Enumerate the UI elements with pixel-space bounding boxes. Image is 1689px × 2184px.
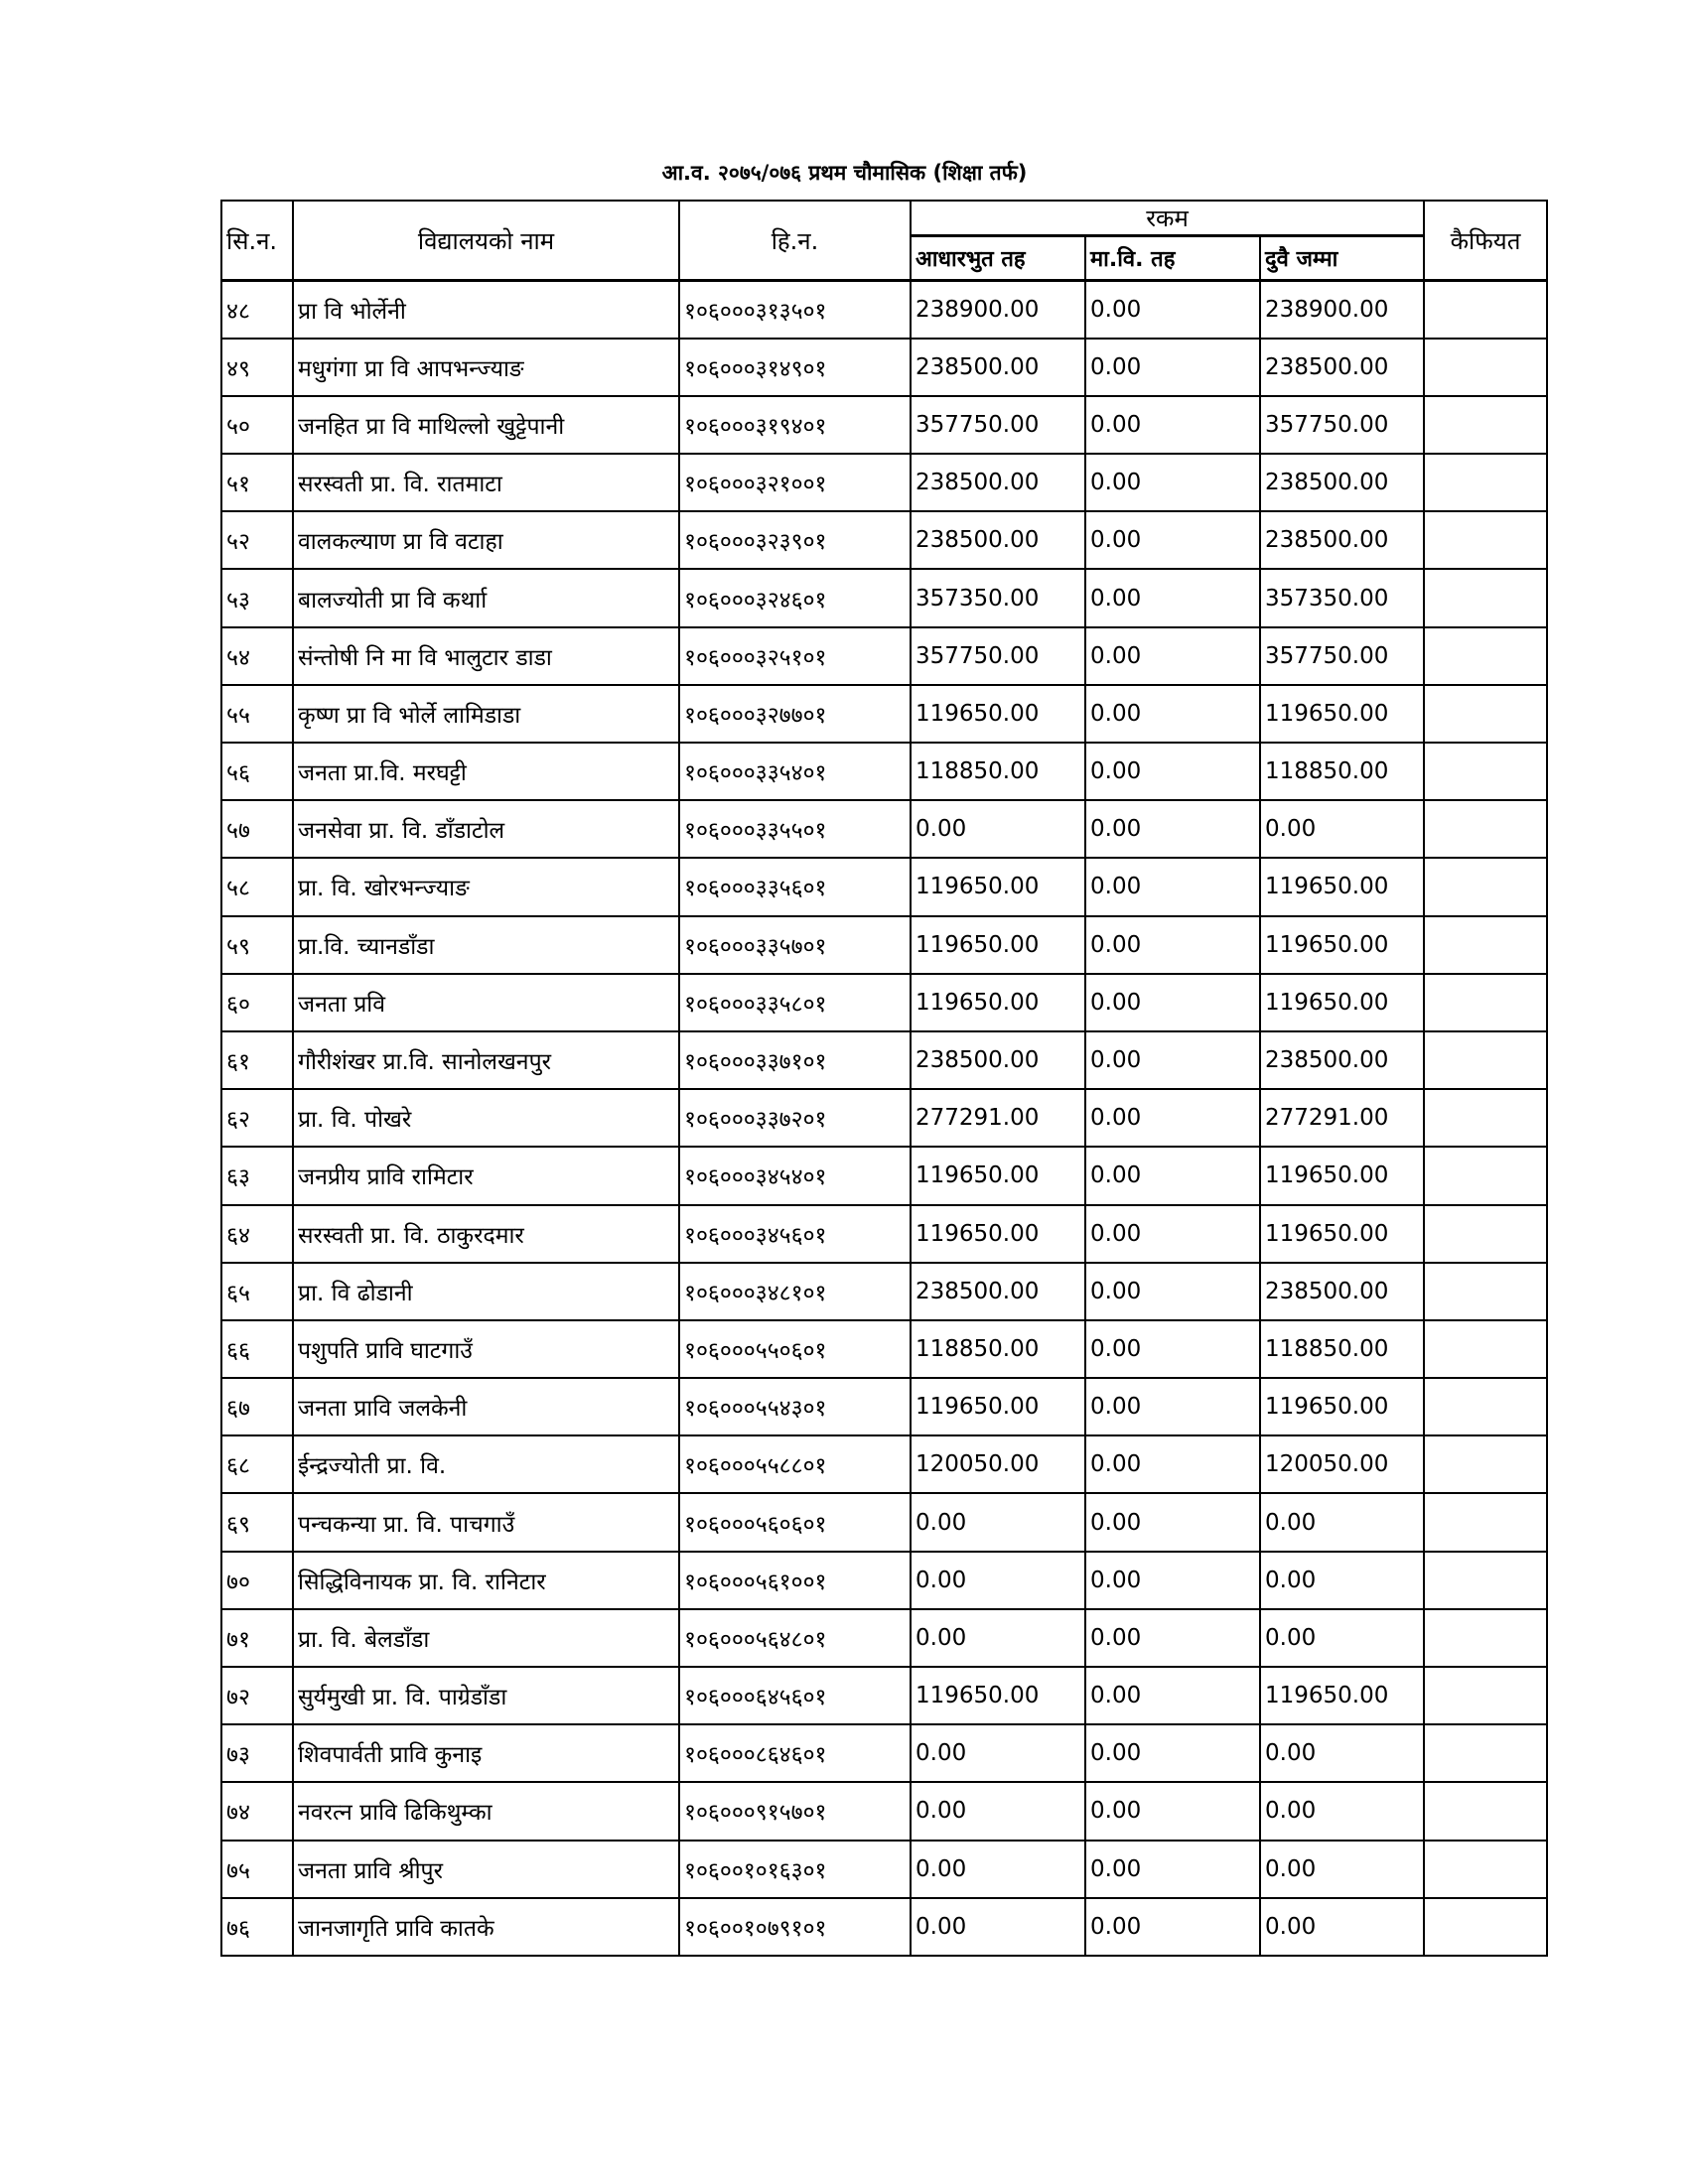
cell-school-name: संन्तोषी नि मा वि भालुटार डाडा (293, 627, 679, 685)
cell-code: १०६०००५५४३०१ (679, 1378, 911, 1435)
cell-total-amount: 119650.00 (1260, 974, 1424, 1031)
cell-school-name: प्रा वि भोर्लेनी (293, 281, 679, 339)
cell-total-amount: 0.00 (1260, 1493, 1424, 1551)
cell-total-amount: 120050.00 (1260, 1435, 1424, 1493)
cell-remarks (1424, 1898, 1547, 1956)
table-row (221, 569, 1547, 626)
cell-code: १०६०००५५०६०१ (679, 1320, 911, 1378)
cell-secondary-amount: 0.00 (1085, 627, 1260, 685)
cell-code: १०६०००३३५४०१ (679, 743, 911, 800)
cell-school-name: शिवपार्वती प्रावि कुनाइ (293, 1724, 679, 1782)
cell-code: १०६०००३३५७०१ (679, 916, 911, 974)
cell-secondary-amount: 0.00 (1085, 800, 1260, 858)
cell-school-name: वालकल्याण प्रा वि वटाहा (293, 511, 679, 569)
cell-code: १०६०००५६०६०१ (679, 1493, 911, 1551)
cell-total-amount: 0.00 (1260, 800, 1424, 858)
cell-school-name: प्रा. वि ढोडानी (293, 1263, 679, 1320)
table-row (221, 1609, 1547, 1667)
cell-secondary-amount: 0.00 (1085, 1493, 1260, 1551)
cell-code: १०६०००३२५१०१ (679, 627, 911, 685)
cell-total-amount: 277291.00 (1260, 1089, 1424, 1147)
table-row (221, 1089, 1547, 1147)
cell-total-amount: 0.00 (1260, 1841, 1424, 1898)
cell-remarks (1424, 511, 1547, 569)
cell-code: १०६०००३३७१०१ (679, 1031, 911, 1089)
cell-school-name: बालज्योती प्रा वि कर्थाा (293, 569, 679, 626)
table-row (221, 339, 1547, 396)
cell-school-name: प्रा. वि. बेलडाँडा (293, 1609, 679, 1667)
cell-total-amount: 119650.00 (1260, 1667, 1424, 1724)
cell-remarks (1424, 1667, 1547, 1724)
cell-secondary-amount: 0.00 (1085, 396, 1260, 454)
cell-school-name: जनहित प्रा वि माथिल्लो खुट्टेपानी (293, 396, 679, 454)
cell-total-amount: 0.00 (1260, 1782, 1424, 1840)
cell-sn: ७६ (221, 1898, 293, 1956)
cell-basic-amount: 357750.00 (911, 627, 1085, 685)
cell-total-amount: 119650.00 (1260, 1147, 1424, 1204)
cell-remarks (1424, 685, 1547, 743)
cell-basic-amount: 0.00 (911, 1493, 1085, 1551)
cell-sn: ६० (221, 974, 293, 1031)
cell-basic-amount: 119650.00 (911, 1378, 1085, 1435)
header-basic-level: आधारभुत तह (911, 236, 1085, 281)
cell-basic-amount: 119650.00 (911, 974, 1085, 1031)
cell-total-amount: 119650.00 (1260, 858, 1424, 915)
cell-total-amount: 0.00 (1260, 1552, 1424, 1609)
cell-code: १०६०००३२१००१ (679, 454, 911, 511)
table-row (221, 858, 1547, 915)
cell-total-amount: 238500.00 (1260, 339, 1424, 396)
cell-basic-amount: 238500.00 (911, 339, 1085, 396)
cell-total-amount: 238500.00 (1260, 1031, 1424, 1089)
cell-secondary-amount: 0.00 (1085, 685, 1260, 743)
cell-sn: ६५ (221, 1263, 293, 1320)
cell-secondary-amount: 0.00 (1085, 1205, 1260, 1263)
table-row (221, 1147, 1547, 1204)
cell-basic-amount: 119650.00 (911, 1667, 1085, 1724)
cell-remarks (1424, 454, 1547, 511)
cell-basic-amount: 0.00 (911, 1552, 1085, 1609)
cell-secondary-amount: 0.00 (1085, 1378, 1260, 1435)
cell-remarks (1424, 1320, 1547, 1378)
cell-code: १०६०००३४५४०१ (679, 1147, 911, 1204)
cell-basic-amount: 277291.00 (911, 1089, 1085, 1147)
cell-total-amount: 118850.00 (1260, 1320, 1424, 1378)
cell-secondary-amount: 0.00 (1085, 339, 1260, 396)
table-row (221, 454, 1547, 511)
table-row (221, 1435, 1547, 1493)
cell-school-name: जानजागृति प्रावि कातके (293, 1898, 679, 1956)
table-body (221, 281, 1547, 1956)
header-secondary-level: मा.वि. तह (1085, 236, 1260, 281)
cell-basic-amount: 238900.00 (911, 281, 1085, 339)
cell-school-name: प्रा. वि. खोरभन्ज्याङ (293, 858, 679, 915)
cell-secondary-amount: 0.00 (1085, 1089, 1260, 1147)
cell-secondary-amount: 0.00 (1085, 454, 1260, 511)
cell-school-name: जनता प्रवि (293, 974, 679, 1031)
cell-remarks (1424, 627, 1547, 685)
cell-school-name: जनता प्रावि जलकेनी (293, 1378, 679, 1435)
cell-basic-amount: 0.00 (911, 1898, 1085, 1956)
cell-code: १०६००१०७९१०१ (679, 1898, 911, 1956)
cell-remarks (1424, 1089, 1547, 1147)
table-row (221, 1205, 1547, 1263)
cell-basic-amount: 118850.00 (911, 743, 1085, 800)
cell-sn: ७२ (221, 1667, 293, 1724)
cell-sn: ५३ (221, 569, 293, 626)
cell-secondary-amount: 0.00 (1085, 858, 1260, 915)
cell-remarks (1424, 1724, 1547, 1782)
cell-remarks (1424, 800, 1547, 858)
cell-sn: ५८ (221, 858, 293, 915)
cell-total-amount: 0.00 (1260, 1724, 1424, 1782)
cell-secondary-amount: 0.00 (1085, 1841, 1260, 1898)
cell-basic-amount: 118850.00 (911, 1320, 1085, 1378)
cell-basic-amount: 238500.00 (911, 511, 1085, 569)
cell-school-name: पशुपति प्रावि घाटगाउँ (293, 1320, 679, 1378)
cell-total-amount: 119650.00 (1260, 685, 1424, 743)
cell-school-name: जनता प्रावि श्रीपुर (293, 1841, 679, 1898)
cell-secondary-amount: 0.00 (1085, 1667, 1260, 1724)
cell-school-name: सरस्वती प्रा. वि. ठाकुरदमार (293, 1205, 679, 1263)
cell-sn: ५६ (221, 743, 293, 800)
cell-basic-amount: 119650.00 (911, 916, 1085, 974)
cell-basic-amount: 0.00 (911, 1782, 1085, 1840)
cell-sn: ५५ (221, 685, 293, 743)
cell-sn: ५१ (221, 454, 293, 511)
cell-code: १०६०००३४८१०१ (679, 1263, 911, 1320)
cell-sn: ५४ (221, 627, 293, 685)
cell-remarks (1424, 743, 1547, 800)
cell-secondary-amount: 0.00 (1085, 1898, 1260, 1956)
cell-sn: ५२ (221, 511, 293, 569)
cell-remarks (1424, 1782, 1547, 1840)
cell-sn: ६६ (221, 1320, 293, 1378)
cell-sn: ५९ (221, 916, 293, 974)
cell-code: १०६०००५५८८०१ (679, 1435, 911, 1493)
table-row (221, 396, 1547, 454)
table-header (221, 201, 1547, 281)
cell-sn: ४८ (221, 281, 293, 339)
table-row (221, 1898, 1547, 1956)
table-row (221, 974, 1547, 1031)
cell-sn: ७१ (221, 1609, 293, 1667)
table-row (221, 743, 1547, 800)
cell-basic-amount: 357350.00 (911, 569, 1085, 626)
table-row (221, 1552, 1547, 1609)
cell-school-name: नवरत्न प्रावि ढिकिथुम्का (293, 1782, 679, 1840)
cell-remarks (1424, 569, 1547, 626)
cell-total-amount: 357750.00 (1260, 627, 1424, 685)
header-amount: रकम (911, 201, 1424, 236)
cell-remarks (1424, 1552, 1547, 1609)
cell-secondary-amount: 0.00 (1085, 1320, 1260, 1378)
cell-secondary-amount: 0.00 (1085, 1782, 1260, 1840)
cell-basic-amount: 0.00 (911, 800, 1085, 858)
table-row (221, 1263, 1547, 1320)
header-school-name: विद्यालयको नाम (293, 201, 679, 281)
cell-total-amount: 238900.00 (1260, 281, 1424, 339)
table-row (221, 1667, 1547, 1724)
school-grant-table (220, 200, 1548, 1957)
cell-code: १०६०००५६४८०१ (679, 1609, 911, 1667)
cell-basic-amount: 119650.00 (911, 1147, 1085, 1204)
cell-secondary-amount: 0.00 (1085, 1552, 1260, 1609)
cell-school-name: सुर्यमुखी प्रा. वि. पाग्रेडाँडा (293, 1667, 679, 1724)
table-row (221, 916, 1547, 974)
cell-school-name: कृष्ण प्रा वि भोर्ले लामिडाडा (293, 685, 679, 743)
cell-sn: ७३ (221, 1724, 293, 1782)
cell-remarks (1424, 1609, 1547, 1667)
cell-code: १०६०००३३५८०१ (679, 974, 911, 1031)
cell-total-amount: 0.00 (1260, 1609, 1424, 1667)
cell-sn: ६१ (221, 1031, 293, 1089)
cell-secondary-amount: 0.00 (1085, 569, 1260, 626)
cell-school-name: पन्चकन्या प्रा. वि. पाचगाउँ (293, 1493, 679, 1551)
cell-code: १०६०००५६१००१ (679, 1552, 911, 1609)
cell-remarks (1424, 339, 1547, 396)
cell-basic-amount: 0.00 (911, 1841, 1085, 1898)
cell-sn: ६३ (221, 1147, 293, 1204)
cell-total-amount: 238500.00 (1260, 511, 1424, 569)
header-sn: सि.न. (221, 201, 293, 281)
cell-code: १०६०००३२७७०१ (679, 685, 911, 743)
cell-remarks (1424, 1493, 1547, 1551)
cell-secondary-amount: 0.00 (1085, 1031, 1260, 1089)
document-title: आ.व. २०७५/०७६ प्रथम चौमासिक (शिक्षा तर्फ) (661, 161, 1028, 185)
cell-basic-amount: 238500.00 (911, 1031, 1085, 1089)
cell-code: १०६०००६४५६०१ (679, 1667, 911, 1724)
header-total: दुवै जम्मा (1260, 236, 1424, 281)
cell-sn: ६९ (221, 1493, 293, 1551)
cell-remarks (1424, 396, 1547, 454)
cell-sn: ६८ (221, 1435, 293, 1493)
cell-secondary-amount: 0.00 (1085, 511, 1260, 569)
cell-total-amount: 357750.00 (1260, 396, 1424, 454)
cell-school-name: जनता प्रा.वि. मरघट्टी (293, 743, 679, 800)
cell-sn: ५७ (221, 800, 293, 858)
cell-school-name: गौरीशंखर प्रा.वि. सानोलखनपुर (293, 1031, 679, 1089)
cell-sn: ७० (221, 1552, 293, 1609)
cell-basic-amount: 238500.00 (911, 1263, 1085, 1320)
cell-secondary-amount: 0.00 (1085, 916, 1260, 974)
cell-basic-amount: 119650.00 (911, 685, 1085, 743)
cell-code: १०६०००८६४६०१ (679, 1724, 911, 1782)
cell-secondary-amount: 0.00 (1085, 281, 1260, 339)
cell-remarks (1424, 974, 1547, 1031)
cell-code: १०६०००३१३५०१ (679, 281, 911, 339)
cell-school-name: जनसेवा प्रा. वि. डाँडाटोल (293, 800, 679, 858)
cell-school-name: जनप्रीय प्रावि रामिटार (293, 1147, 679, 1204)
cell-school-name: सिद्धिविनायक प्रा. वि. रानिटार (293, 1552, 679, 1609)
cell-sn: ७५ (221, 1841, 293, 1898)
cell-code: १०६०००३४५६०१ (679, 1205, 911, 1263)
cell-total-amount: 119650.00 (1260, 1205, 1424, 1263)
cell-basic-amount: 120050.00 (911, 1435, 1085, 1493)
cell-school-name: प्रा. वि. पोखरे (293, 1089, 679, 1147)
cell-basic-amount: 238500.00 (911, 454, 1085, 511)
header-code: हि.न. (679, 201, 911, 281)
cell-secondary-amount: 0.00 (1085, 974, 1260, 1031)
table-row (221, 685, 1547, 743)
cell-school-name: ईन्द्रज्योती प्रा. वि. (293, 1435, 679, 1493)
cell-basic-amount: 119650.00 (911, 1205, 1085, 1263)
cell-code: १०६०००३१९४०१ (679, 396, 911, 454)
cell-code: १०६०००३२४६०१ (679, 569, 911, 626)
table-row (221, 1320, 1547, 1378)
cell-sn: ४९ (221, 339, 293, 396)
cell-secondary-amount: 0.00 (1085, 1147, 1260, 1204)
cell-remarks (1424, 1205, 1547, 1263)
cell-basic-amount: 357750.00 (911, 396, 1085, 454)
cell-total-amount: 357350.00 (1260, 569, 1424, 626)
cell-total-amount: 238500.00 (1260, 1263, 1424, 1320)
cell-remarks (1424, 1031, 1547, 1089)
cell-remarks (1424, 1147, 1547, 1204)
cell-total-amount: 119650.00 (1260, 916, 1424, 974)
cell-code: १०६००१०१६३०१ (679, 1841, 911, 1898)
cell-sn: ६७ (221, 1378, 293, 1435)
cell-basic-amount: 119650.00 (911, 858, 1085, 915)
cell-remarks (1424, 281, 1547, 339)
cell-secondary-amount: 0.00 (1085, 1609, 1260, 1667)
cell-code: १०६०००३३५६०१ (679, 858, 911, 915)
table-row (221, 281, 1547, 339)
cell-code: १०६०००९१५७०१ (679, 1782, 911, 1840)
cell-sn: ६४ (221, 1205, 293, 1263)
cell-school-name: मधुगंगा प्रा वि आपभन्ज्याङ (293, 339, 679, 396)
cell-total-amount: 0.00 (1260, 1898, 1424, 1956)
header-remarks: कैफियत (1424, 201, 1547, 281)
cell-code: १०६०००३१४९०१ (679, 339, 911, 396)
cell-remarks (1424, 1378, 1547, 1435)
table-row (221, 1031, 1547, 1089)
table-row (221, 1378, 1547, 1435)
cell-remarks (1424, 916, 1547, 974)
cell-total-amount: 119650.00 (1260, 1378, 1424, 1435)
table-row (221, 1841, 1547, 1898)
cell-remarks (1424, 1263, 1547, 1320)
cell-remarks (1424, 1841, 1547, 1898)
cell-remarks (1424, 858, 1547, 915)
table-row (221, 511, 1547, 569)
cell-sn: ६२ (221, 1089, 293, 1147)
table-row (221, 1493, 1547, 1551)
cell-secondary-amount: 0.00 (1085, 1724, 1260, 1782)
cell-school-name: प्रा.वि. च्यानडाँडा (293, 916, 679, 974)
cell-sn: ७४ (221, 1782, 293, 1840)
cell-code: १०६०००३३५५०१ (679, 800, 911, 858)
table-row (221, 800, 1547, 858)
cell-code: १०६०००३३७२०१ (679, 1089, 911, 1147)
table-row (221, 1724, 1547, 1782)
table-row (221, 627, 1547, 685)
cell-school-name: सरस्वती प्रा. वि. रातमाटा (293, 454, 679, 511)
cell-basic-amount: 0.00 (911, 1609, 1085, 1667)
cell-total-amount: 238500.00 (1260, 454, 1424, 511)
cell-secondary-amount: 0.00 (1085, 1263, 1260, 1320)
cell-code: १०६०००३२३९०१ (679, 511, 911, 569)
cell-sn: ५० (221, 396, 293, 454)
table-row (221, 1782, 1547, 1840)
cell-basic-amount: 0.00 (911, 1724, 1085, 1782)
cell-secondary-amount: 0.00 (1085, 743, 1260, 800)
cell-remarks (1424, 1435, 1547, 1493)
cell-total-amount: 118850.00 (1260, 743, 1424, 800)
cell-secondary-amount: 0.00 (1085, 1435, 1260, 1493)
